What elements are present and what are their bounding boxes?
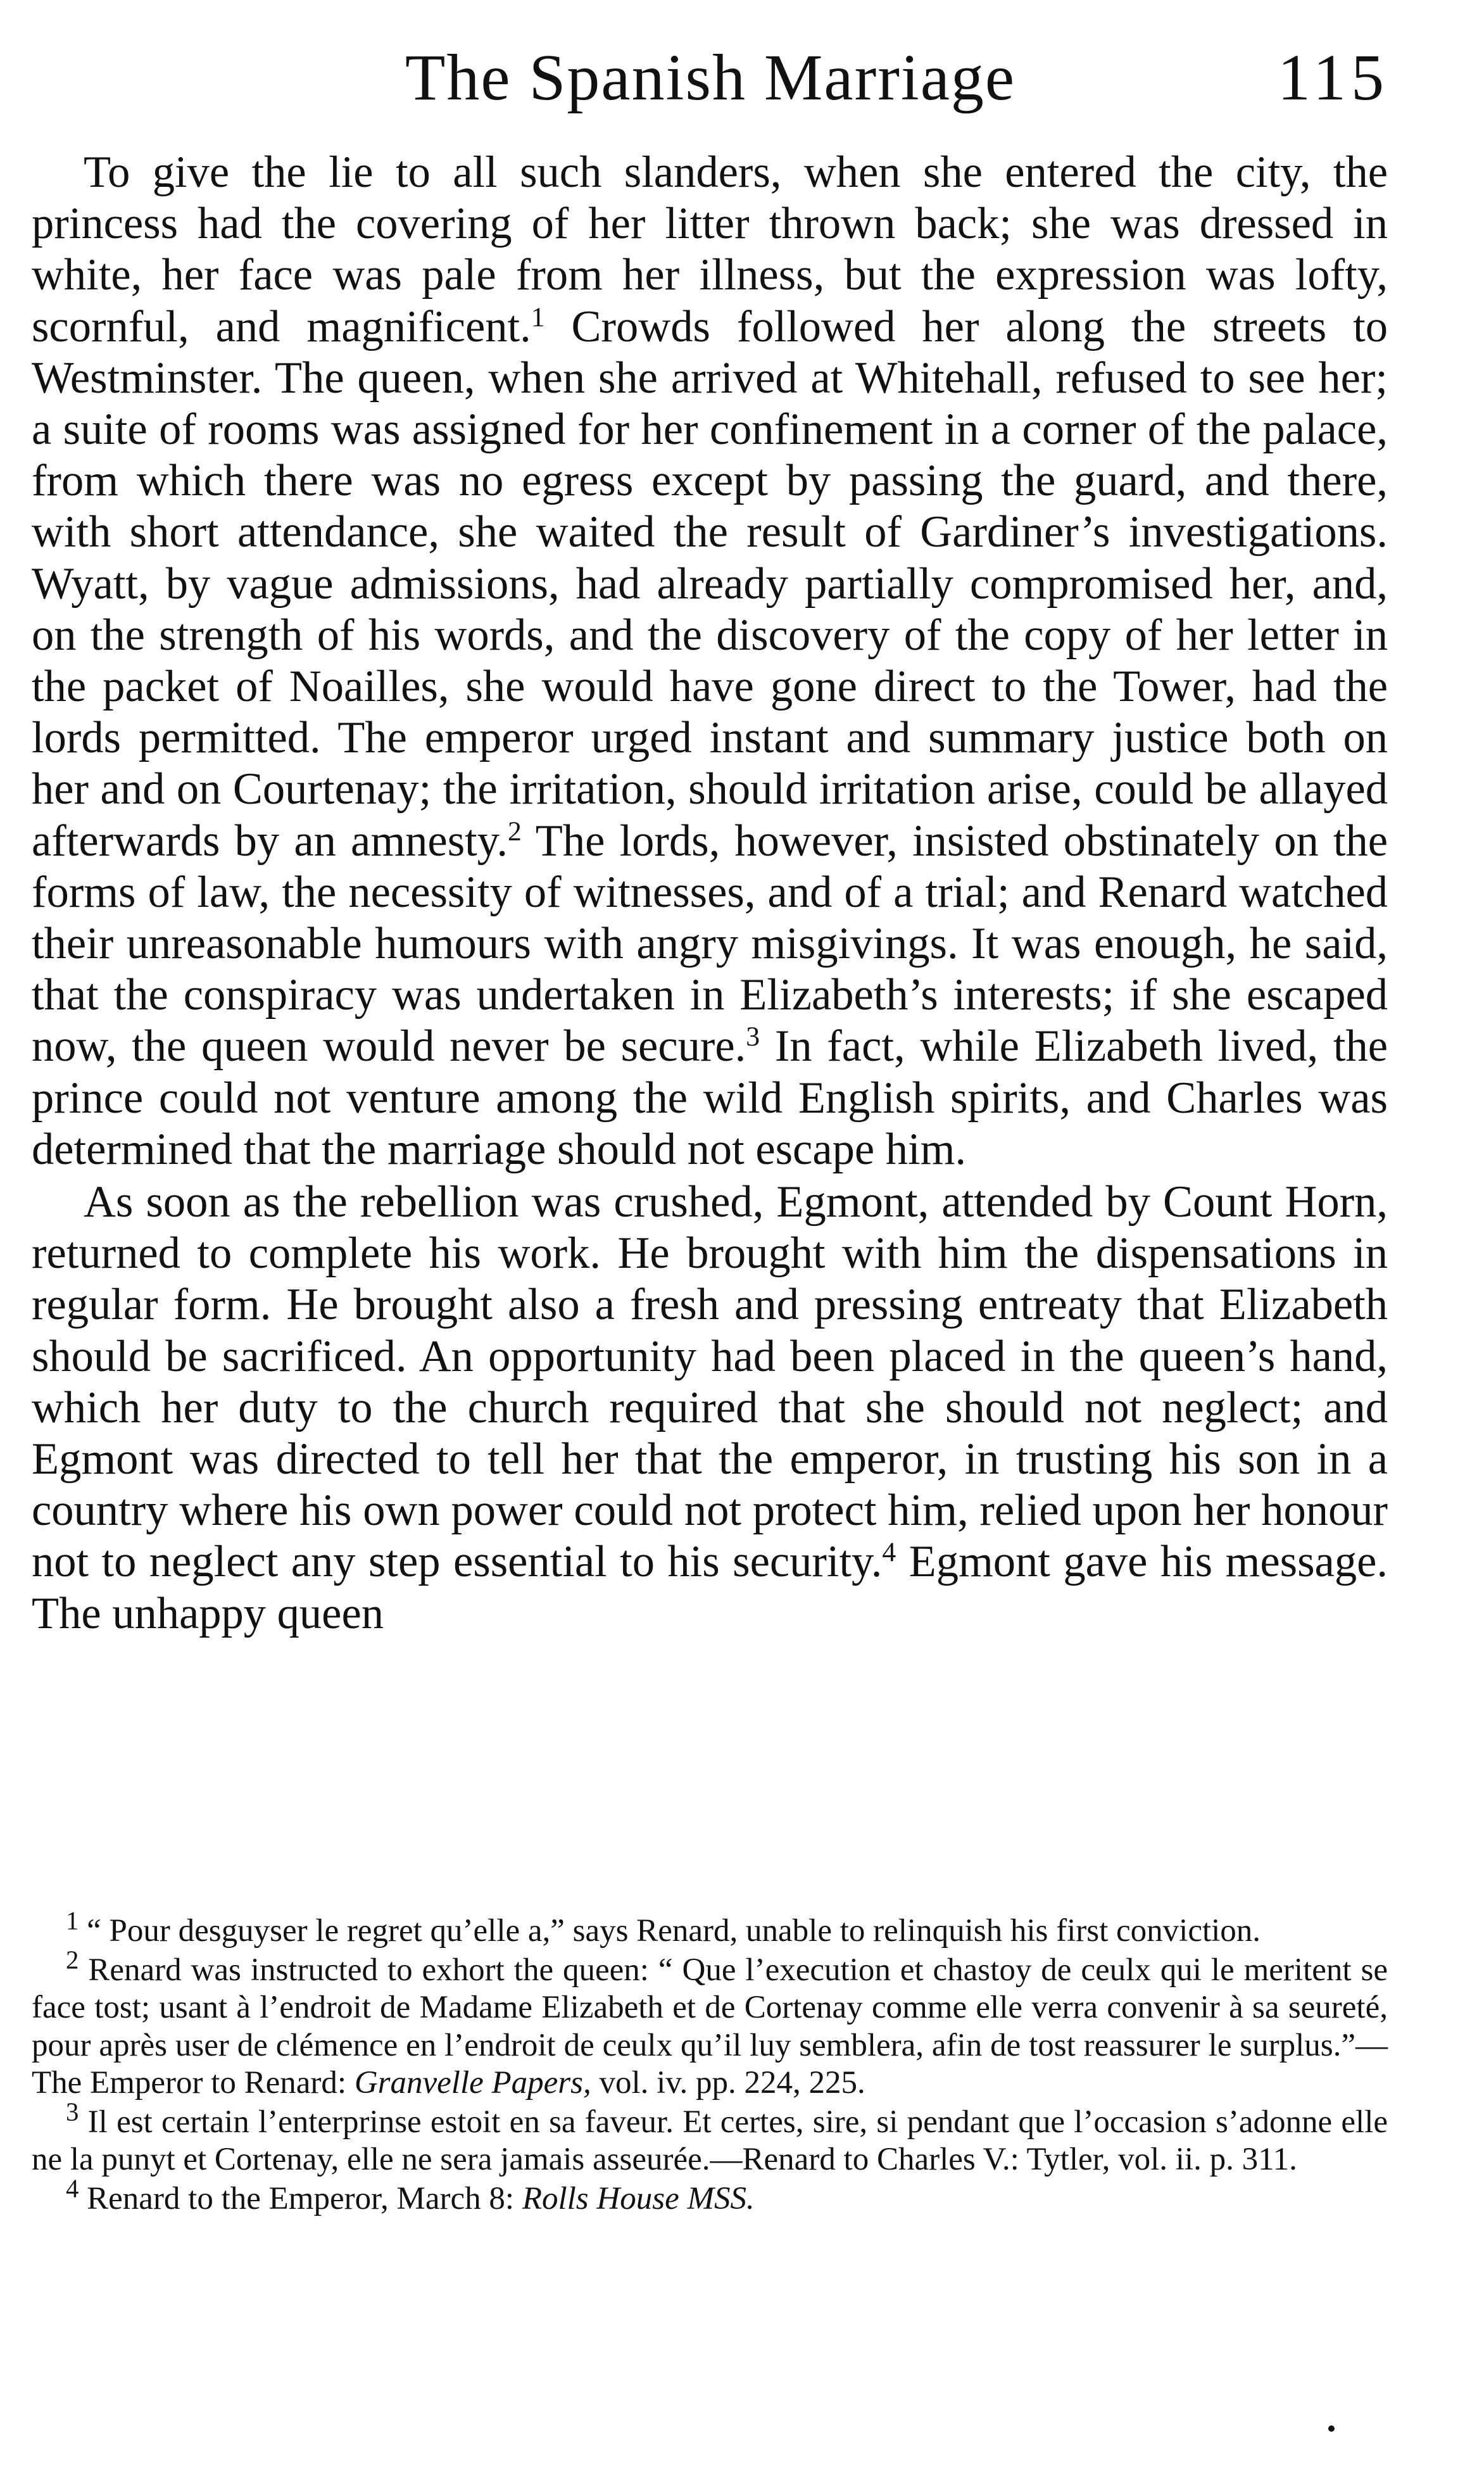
- footnote-text: “ Pour desguyser le regret qu’elle a,” says Renard, unable to relinquish his first conviction.: [87, 1913, 1261, 1949]
- footnotes: [32, 1906, 1388, 2218]
- paragraph-2: [32, 1177, 1388, 1640]
- footnote-mark: 4: [66, 2174, 79, 2203]
- footnote-text: Renard to the Emperor, March 8:: [87, 2180, 522, 2216]
- footnote-ref-3: 3: [746, 1021, 760, 1052]
- footnote-text: vol. iv. pp. 224, 225.: [591, 2065, 865, 2101]
- footnote-source-title: Granvelle Papers,: [354, 2065, 591, 2101]
- footnote-ref-1: 1: [531, 301, 545, 332]
- paragraph-1: [32, 147, 1388, 1175]
- footnote-text: Il est certain l’enterprinse estoit en sa faveur. Et certes, sire, si pendant que l’occasion s’adonne elle ne la punyt et Cortenay, elle ne sera jamais asseurée.—Renard to Charles V.: Tytler, vol. ii. p. 311.: [32, 2104, 1388, 2177]
- footnote-text: Renard was instructed to exhort the queen: “ Que l’execution et chastoy de ceulx qui le meritent se face tost; usant à l’endroit de Madame Elizabeth et de Cortenay comme elle verra convenir à sa seureté, pour après user de clémence en l’endroit de ceulx qu’il luy semblera, afin de tost reassurer le surplus.”—The Emperor to Renard:: [32, 1952, 1388, 2101]
- footnote-3: [32, 2097, 1388, 2179]
- text-run: Crowds followed her along the streets to Westminster. The queen, when she arrived at Whitehall, refused to see her; a suite of rooms was assigned for her confinement in a corner of the palace, from which there was no egress except by passing the guard, and there, with short attendance, she waited the result of Gardiner’s investigations. Wyatt, by vague admissions, had already partially compromised her, and, on the strength of his words, and the discovery of the copy of her letter in the packet of Noailles, she would have gone direct to the Tower, had the lords permitted. The emperor urged instant and summary justice both on her and on Courtenay; the irritation, should irritation arise, could be allayed afterwards by an amnesty.: [32, 301, 1388, 866]
- footnote-ref-4: 4: [882, 1537, 896, 1568]
- text-run: As soon as the rebellion was crushed, Egmont, attended by Count Horn, returned to complete his work. He brought with him the dispensations in regular form. He brought also a fresh and pressing entreaty that Elizabeth should be sacrificed. An opportunity had been placed in the queen’s hand, which her duty to the church required that she should not neglect; and Egmont was directed to tell her that the emperor, in trusting his son in a country where his own power could not protect him, relied upon her honour not to neglect any step essential to his security.: [32, 1177, 1388, 1587]
- page-header: [32, 30, 1389, 125]
- footnote-4: [32, 2174, 1388, 2218]
- text-run: Egmont gave his message. The unhappy queen: [32, 1537, 1388, 1638]
- running-head: The Spanish Marriage: [405, 41, 1016, 114]
- text-run: The lords, however, insisted obstinately on the forms of law, the necessity of witnesses, and of a trial; and Renard watched their unreasonable humours with angry misgivings. It was enough, he said, that the conspiracy was undertaken in Elizabeth’s interests; if she escaped now, the queen would never be secure.: [32, 816, 1388, 1071]
- footnote-2: [32, 1945, 1388, 2102]
- body-text: [32, 147, 1388, 1640]
- footnote-1: [32, 1906, 1388, 1950]
- page-number: 115: [1277, 41, 1389, 114]
- print-speck: [1328, 2425, 1335, 2432]
- footnote-mark: 1: [66, 1906, 79, 1935]
- footnote-mark: 2: [66, 1945, 79, 1975]
- footnote-source-title: Rolls House MSS.: [522, 2180, 755, 2216]
- text-run: In fact, while Elizabeth lived, the prince could not venture among the wild English spirits, and Charles was determined that the marriage should not escape him.: [32, 1021, 1388, 1174]
- footnote-mark: 3: [66, 2097, 79, 2127]
- text-run: To give the lie to all such slanders, when she entered the city, the princess had the covering of her litter thrown back; she was dressed in white, her face was pale from her illness, but the expression was lofty, scornful, and magnificent.: [32, 148, 1388, 351]
- footnote-ref-2: 2: [508, 816, 522, 847]
